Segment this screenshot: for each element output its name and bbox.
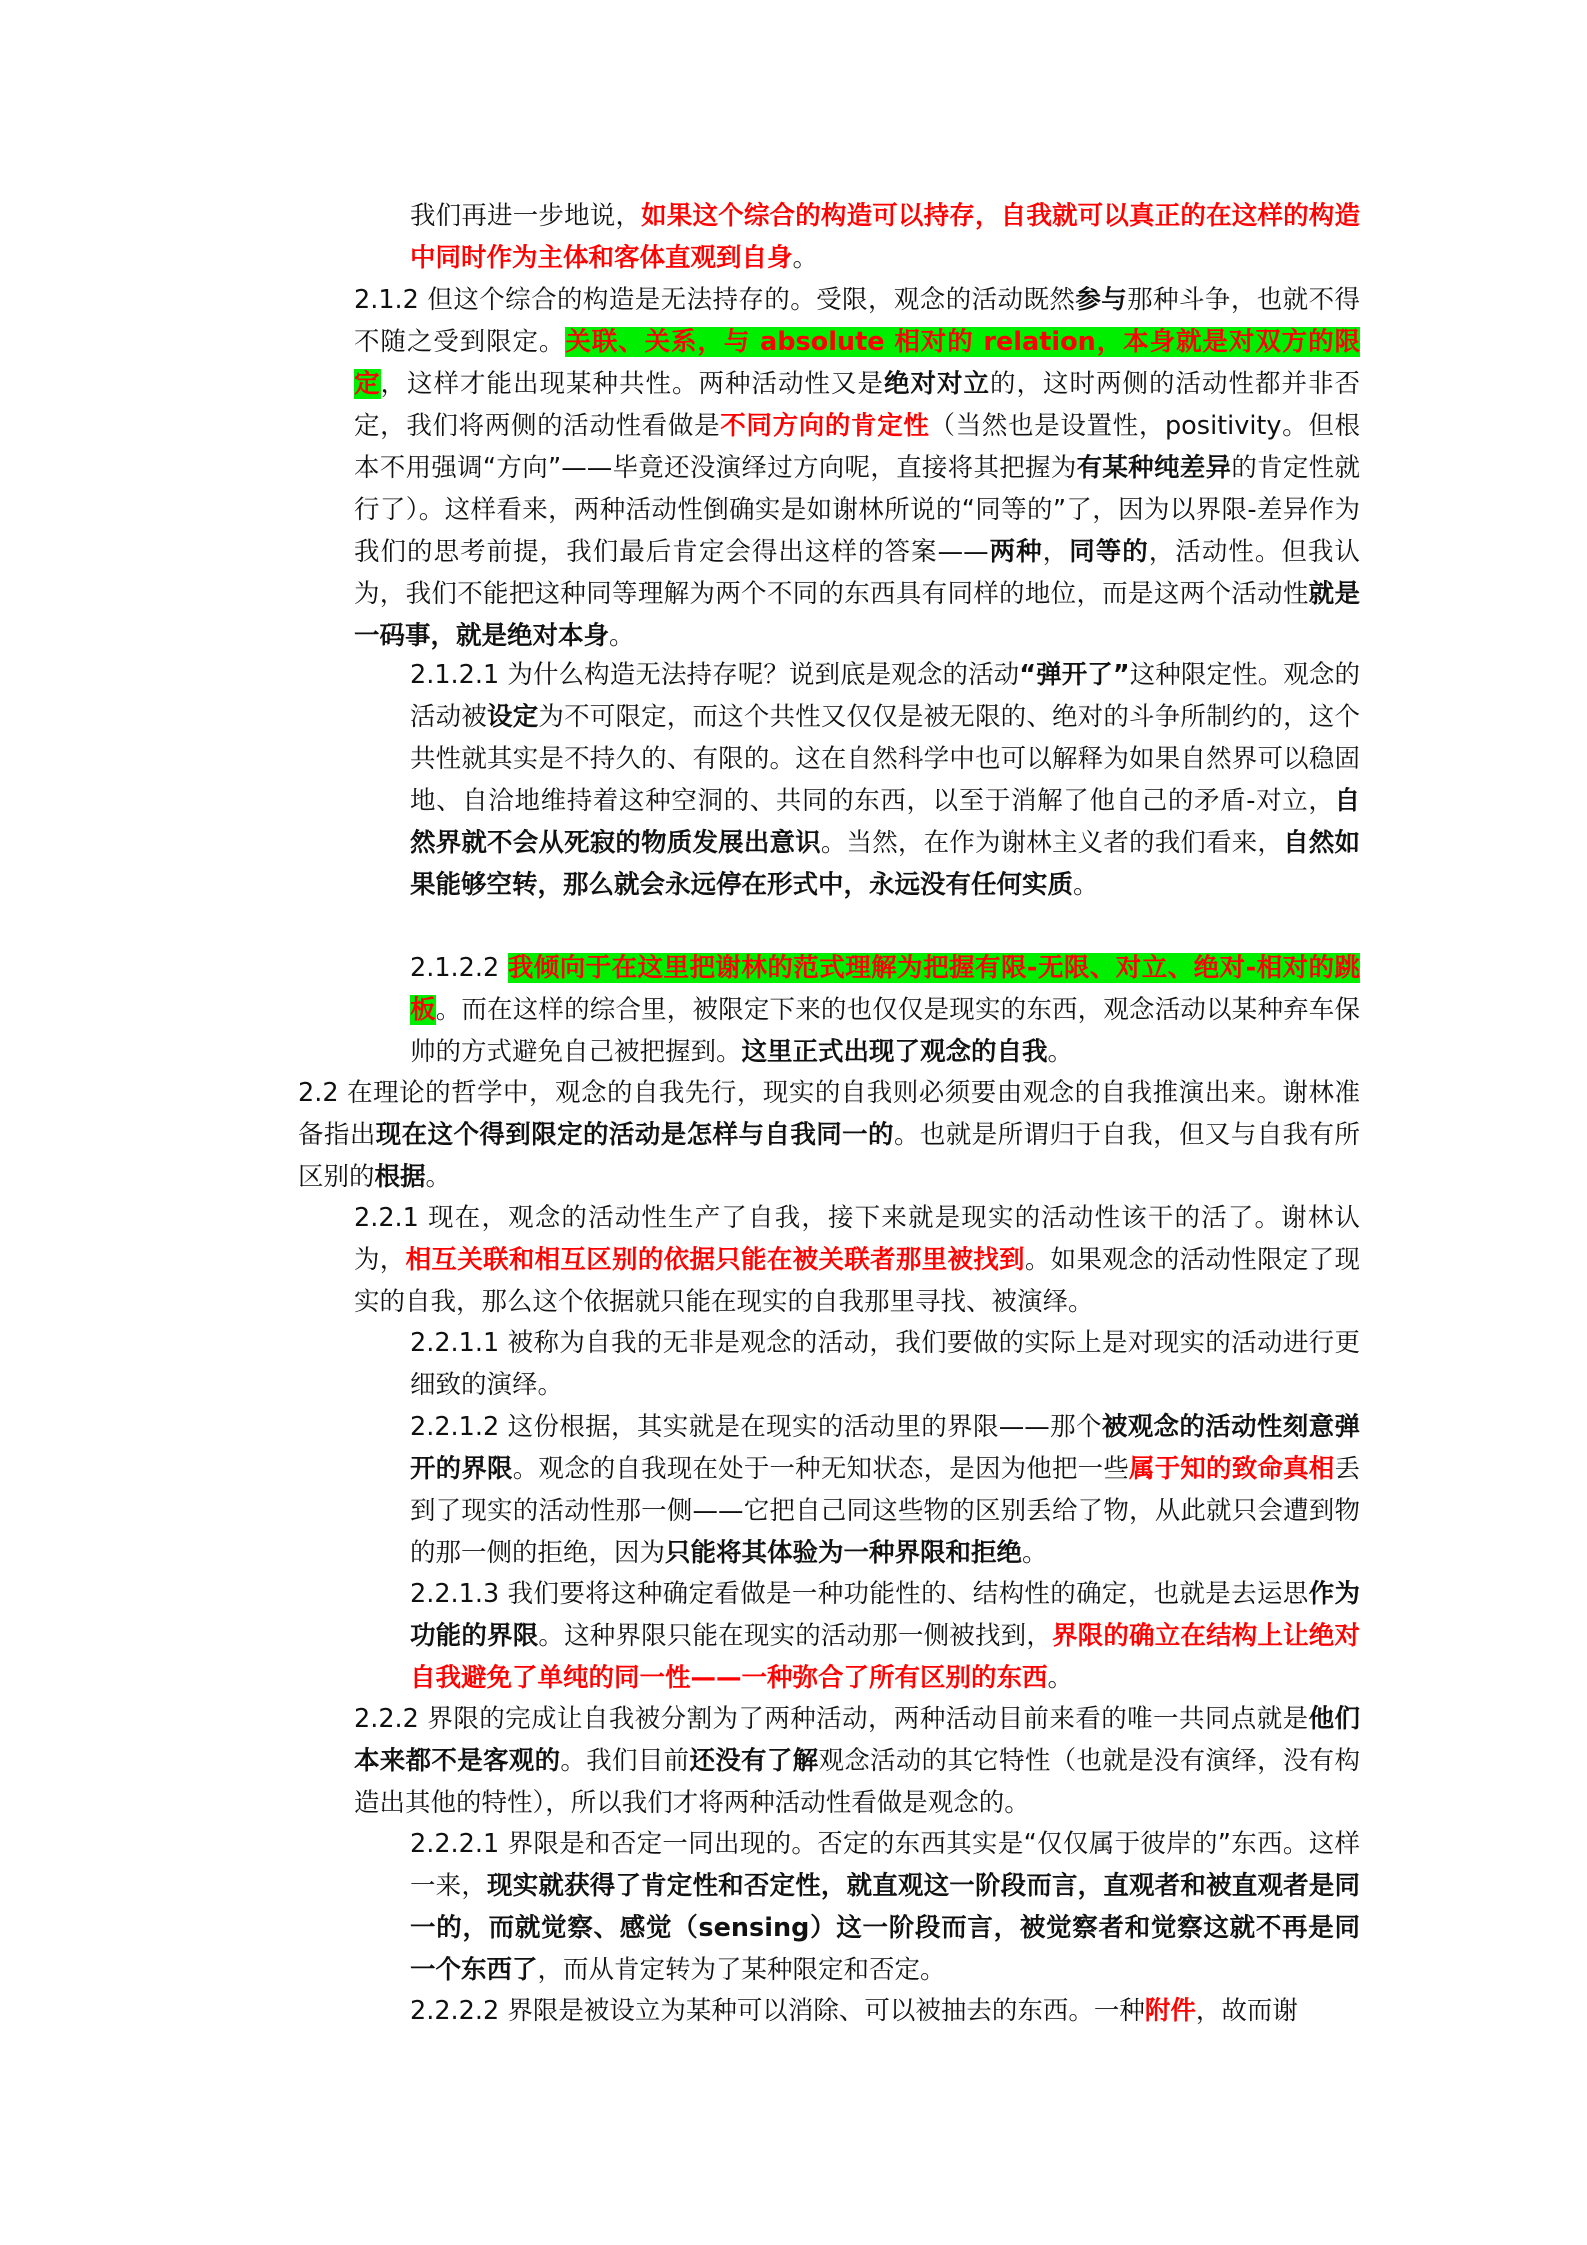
paragraph-2-2-1-3 [410, 1573, 1360, 1699]
body-text: 。而在这样的综合里，被限定下来的也仅仅是现实的东西，观念活动以某种弃车保帅的方式避免自己被把握到。 [410, 995, 1360, 1067]
body-text: 2.2.1.1 被称为自我的无非是观念的活动，我们要做的实际上是对现实的活动进行更细致的演绎。 [410, 1328, 1360, 1400]
body-text: 。我们目前 [560, 1746, 690, 1776]
body-text: 为不可限定，而这个共性又仅仅是被无限的、绝对的斗争所制约的，这个共性就其实是不持久的、有限的。这在自然科学中也可以解释为如果自然界可以稳固地、自洽地维持着这种空洞的、共同的东西，以至于消解了他自己的矛盾-对立， [410, 702, 1360, 816]
body-text: 。 [425, 1162, 452, 1192]
body-text: ，活动性。但我认为，我们不能把这种同等理解为两个不同的东西具有同样的地位，而是这两个活动性 [354, 537, 1360, 609]
body-text: 2.1.2 但这个综合的构造是无法持存的。受限，观念的活动既然 [354, 285, 1076, 315]
body-text: 2.2.1.3 我们要将这种确定看做是一种功能性的、结构性的确定，也就是去运思 [410, 1579, 1309, 1609]
bold-text: 根据 [374, 1162, 426, 1192]
red-emphasis-text: 不同方向的肯定性 [720, 411, 930, 441]
highlighted-text: 我倾向于在这里把谢林的范式理解为把握有限-无限、对立、绝对-相对的跳板 [410, 953, 1360, 1025]
bold-text: 就是一码事，就是绝对本身 [354, 579, 1360, 651]
body-text: 这种限定性。观念的活动被 [410, 660, 1360, 732]
red-emphasis-text: 相互关联和相互区别的依据只能在被关联者那里被找到 [405, 1245, 1025, 1275]
bold-text: 参与 [1075, 285, 1128, 315]
body-text: 2.2.1 现在，观念的活动性生产了自我，接下来就是现实的活动性该干的活了。谢林认为， [354, 1203, 1360, 1275]
body-text: 。也就是所谓归于自我，但又与自我有所区别的 [298, 1120, 1360, 1192]
bold-text: 同等的 [1069, 537, 1149, 567]
body-text: 。观念的自我现在处于一种无知状态，是因为他把一些 [512, 1454, 1130, 1484]
paragraph-2-2-1-2 [410, 1406, 1360, 1574]
body-text: 2.2.2 界限的完成让自我被分割为了两种活动，两种活动目前来看的唯一共同点就是 [354, 1704, 1309, 1734]
body-text: （当然也是设置性，positivity。但根本不用强调“方向”——毕竟还没演绎过方向呢，直接将其把握为 [354, 411, 1360, 483]
bold-text: 他们本来都不是客观的 [354, 1704, 1360, 1776]
body-text: 。 [609, 621, 635, 651]
bold-text: 作为功能的界限 [410, 1579, 1360, 1651]
paragraph-2-2 [298, 1072, 1360, 1198]
body-text: 。 [792, 243, 819, 273]
body-text: 的肯定性就行了）。这样看来，两种活动性倒确实是如谢林所说的“同等的”了，因为以界限-差异作为我们的思考前提，我们最后肯定会得出这样的答案—— [354, 453, 1360, 567]
bold-text: 这里正式出现了观念的自我 [741, 1037, 1048, 1067]
body-text: 。 [1047, 1663, 1074, 1693]
paragraph-2-2-2 [354, 1698, 1360, 1824]
bold-text: 设定 [487, 702, 539, 732]
body-text: 。 [1047, 1037, 1074, 1067]
body-text: 2.2 在理论的哲学中，观念的自我先行，现实的自我则必须要由观念的自我推演出来。谢林准备指出 [298, 1078, 1360, 1150]
body-text: 2.2.2.2 界限是被设立为某种可以消除、可以被抽去的东西。一种 [410, 1996, 1145, 2026]
red-emphasis-text: 界限的确立在结构上让绝对自我避免了单纯的同一性——一种弥合了所有区别的东西 [410, 1621, 1360, 1693]
paragraph-2-1-2-2 [410, 947, 1360, 1073]
body-text: 我们再进一步地说， [410, 201, 642, 231]
paragraph-2-1-2-1 [410, 654, 1360, 906]
paragraph-2-1-2 [354, 279, 1360, 657]
paragraph-0 [410, 195, 1360, 279]
paragraph-2-2-2-2 [410, 1990, 1360, 2032]
bold-text: “弹开了” [1019, 660, 1130, 690]
bold-text: 被观念的活动性刻意弹开的界限 [410, 1412, 1360, 1484]
red-emphasis-text: 属于知的致命真相 [1129, 1454, 1335, 1484]
bold-text: 两种 [988, 537, 1043, 567]
red-emphasis-text: 附件 [1144, 1996, 1196, 2026]
bold-text: 自然界就不会从死寂的物质发展出意识 [410, 786, 1360, 858]
bold-text: 有某种纯差异 [1076, 453, 1232, 483]
body-text: 2.2.1.2 这份根据，其实就是在现实的活动里的界限——那个 [410, 1412, 1102, 1442]
bold-text: 现在这个得到限定的活动是怎样与自我同一的 [375, 1120, 894, 1150]
red-emphasis-text: 如果这个综合的构造可以持存，自我就可以真正的在这样的构造中同时作为主体和客体直观到自身 [410, 201, 1360, 273]
body-text: 2.2.2.1 界限是和否定一同出现的。否定的东西其实是“仅仅属于彼岸的”东西。这样一来， [410, 1829, 1360, 1901]
bold-text: 绝对对立 [883, 369, 990, 399]
body-text: 。如果观念的活动性限定了现实的自我，那么这个依据就只能在现实的自我那里寻找、被演绎。 [354, 1245, 1360, 1317]
body-text: 那种斗争，也就不得不随之受到限定。 [354, 285, 1360, 357]
body-text: ， [1042, 537, 1070, 567]
body-text: 丢到了现实的活动性那一侧——它把自己同这些物的区别丢给了物，从此就只会遭到物的那一侧的拒绝，因为 [410, 1454, 1360, 1568]
body-text: ，而从肯定转为了某种限定和否定。 [537, 1955, 946, 1985]
body-text: 。 [1073, 870, 1099, 900]
body-text: ，这样才能出现某种共性。两种活动性又是 [380, 369, 884, 399]
body-text: 观念活动的其它特性（也就是没有演绎，没有构造出其他的特性），所以我们才将两种活动性看做是观念的。 [354, 1746, 1360, 1818]
body-text: 。 [1022, 1538, 1048, 1568]
body-text: 2.1.2.1 为什么构造无法持存呢？说到底是观念的活动 [410, 660, 1020, 690]
bold-text: 只能将其体验为一种界限和拒绝 [665, 1538, 1023, 1568]
body-text: 的，这时两侧的活动性都并非否定，我们将两侧的活动性看做是 [354, 369, 1360, 441]
body-text: ，故而谢 [1195, 1996, 1298, 2026]
bold-text: 还没有了解 [689, 1746, 819, 1776]
body-text: 。这种界限只能在现实的活动那一侧被找到， [538, 1621, 1052, 1651]
bold-text: 现实就获得了肯定性和否定性，就直观这一阶段而言，直观者和被直观者是同一的，而就觉察、感觉（sensing）这一阶段而言，被觉察者和觉察这就不再是同一个东西了 [410, 1871, 1360, 1985]
paragraph-2-2-1 [354, 1197, 1360, 1323]
highlighted-text: 关联、关系，与 absolute 相对的 relation，本身就是对双方的限定 [354, 327, 1360, 399]
paragraph-2-2-2-1 [410, 1823, 1360, 1991]
body-text: 。当然，在作为谢林主义者的我们看来， [820, 828, 1284, 858]
body-text: 2.1.2.2 [410, 953, 508, 983]
paragraph-2-2-1-1 [410, 1322, 1360, 1406]
bold-text: 自然如果能够空转，那么就会永远停在形式中，永远没有任何实质 [410, 828, 1360, 900]
